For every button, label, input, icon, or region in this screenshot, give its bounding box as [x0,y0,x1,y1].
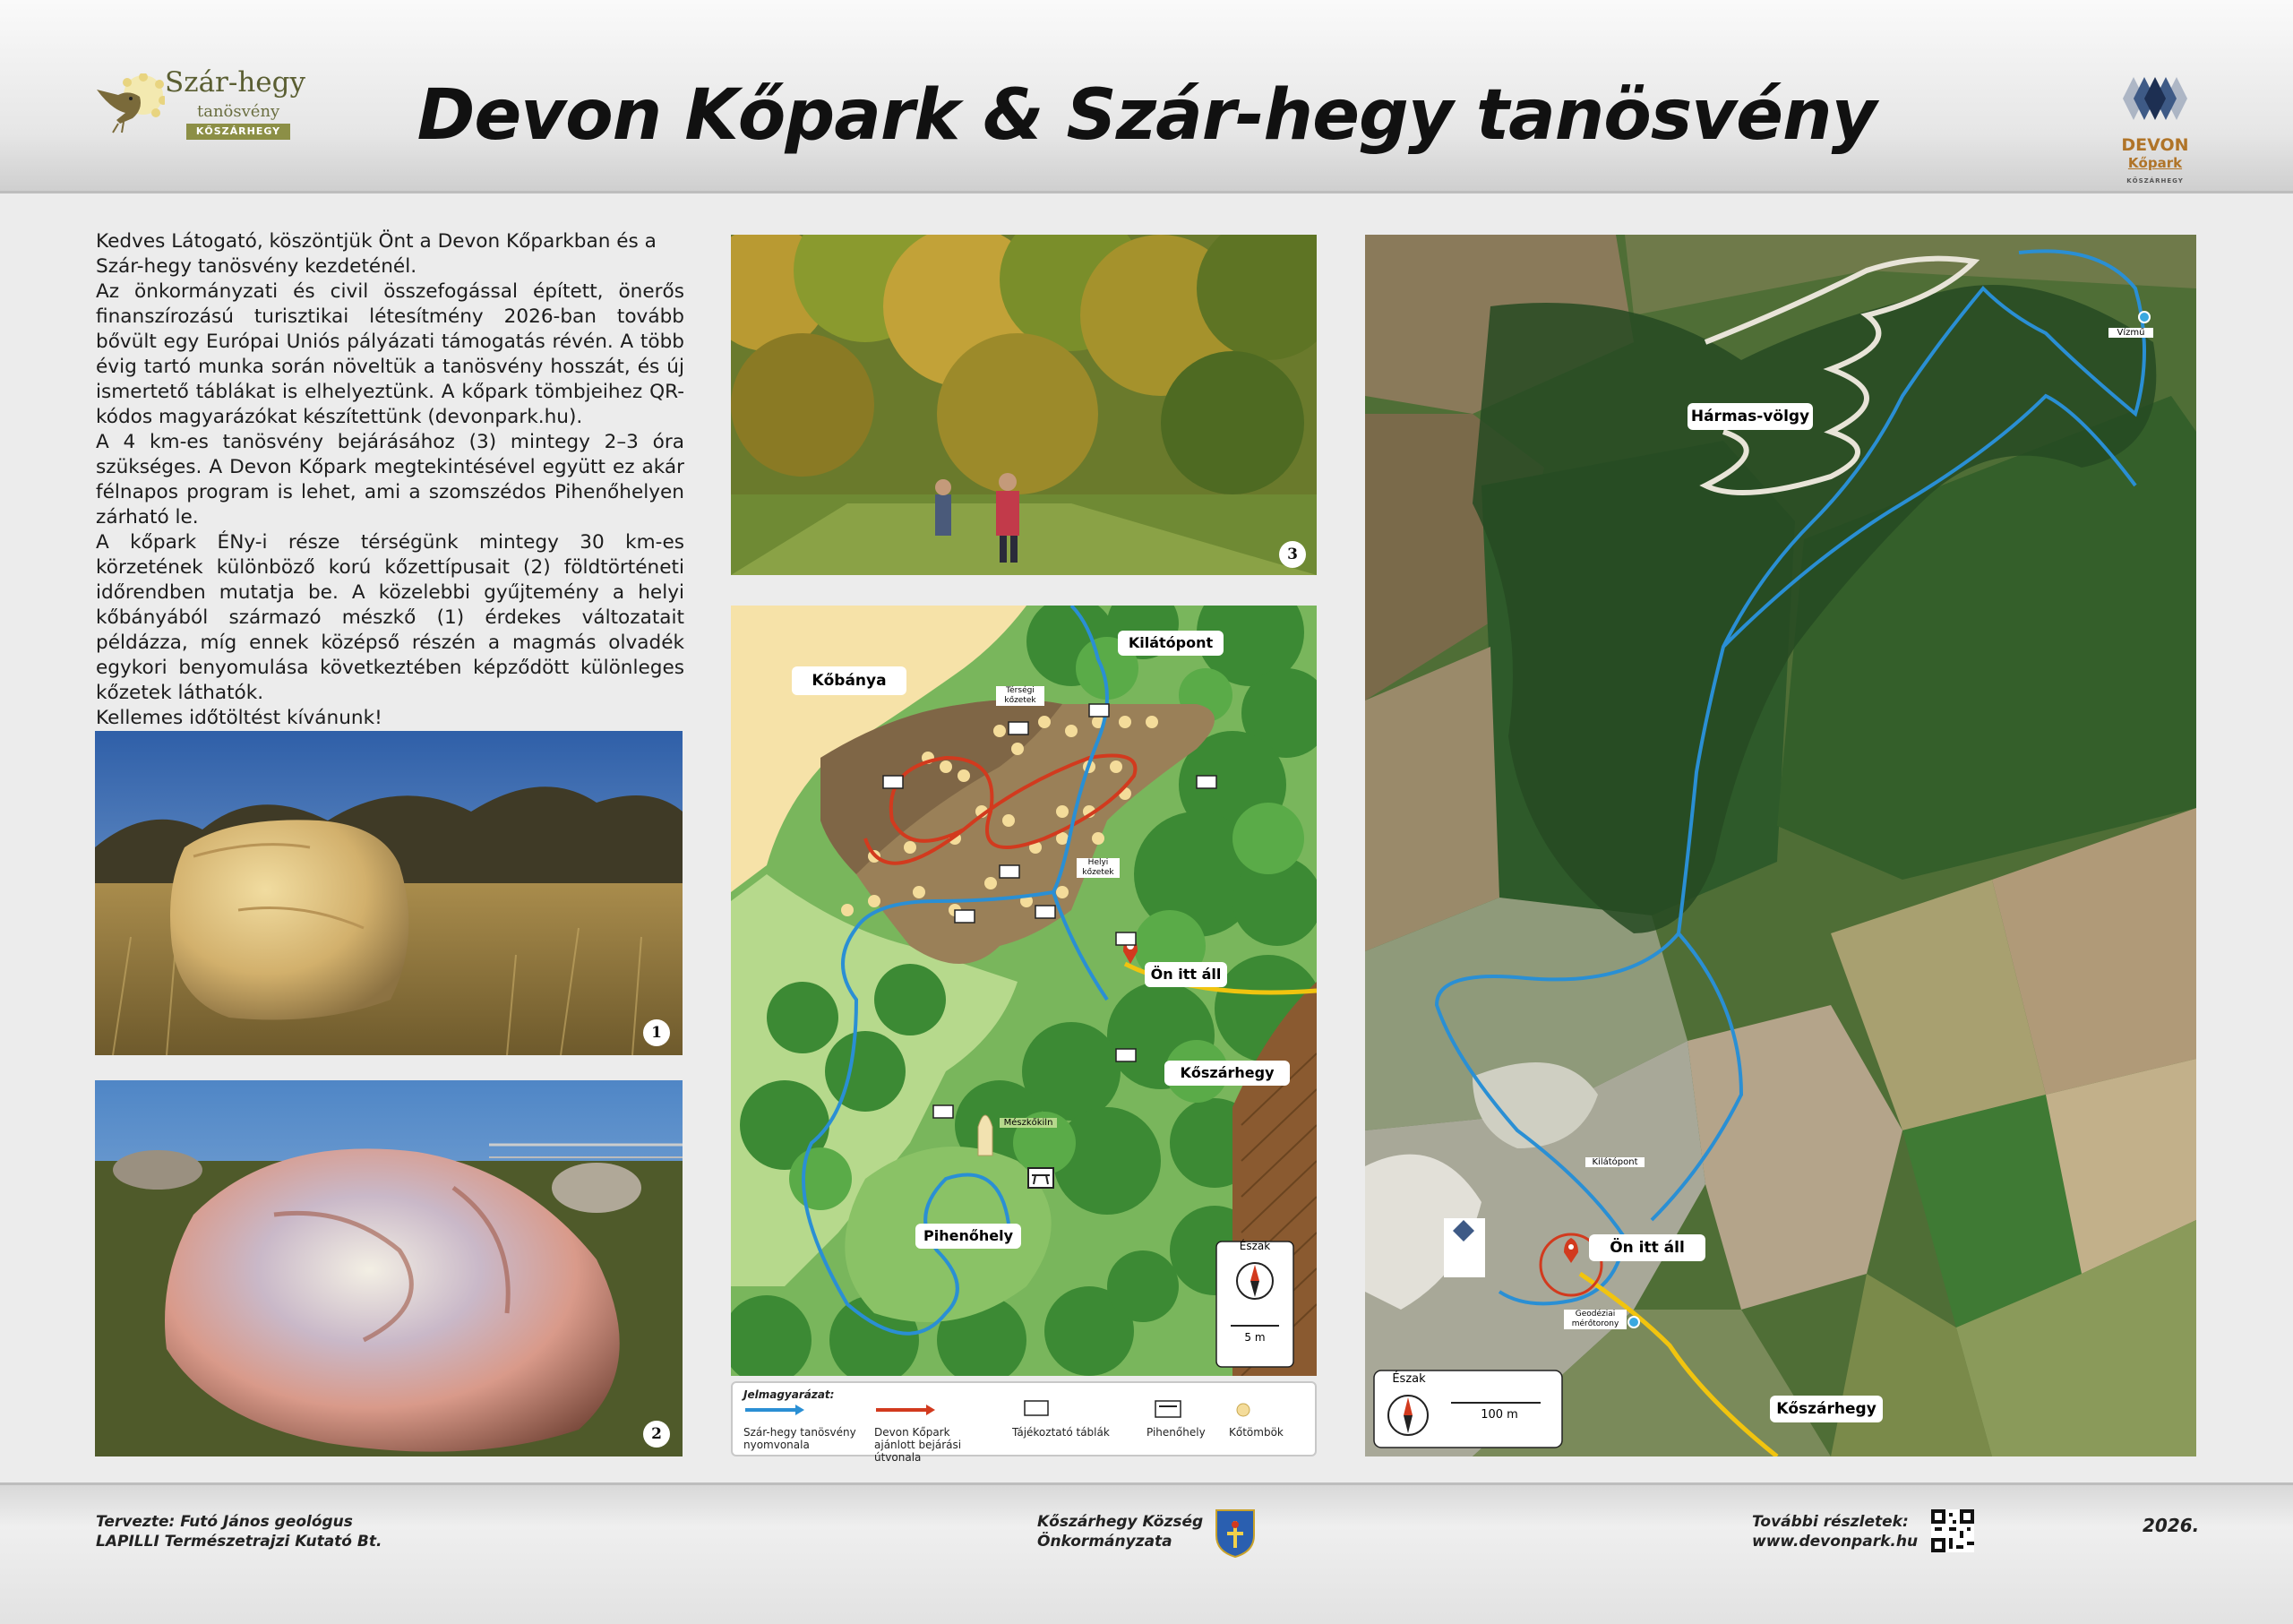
legend-picnic-label: Pihenőhely [1146,1426,1206,1439]
intro-text [96,229,684,731]
intro-paragraph-3: A 4 km-es tanösvény bejárásához (3) mintegy 2–3 óra szükséges. A Devon Kőpark megtekintésével együtt ez akár félnapos program is lehet, ami a szomszédos Pihenőhelyen zárható le. [96,431,684,528]
label-lookout: Kilátópont [1118,631,1224,656]
limestone-boulder-image [95,731,683,1055]
label-local-rocks: Helyi kőzetek [1077,858,1120,878]
label-rest-area: Pihenőhely [915,1224,1021,1249]
label-geodetic: Geodéziai mérőtorony [1564,1310,1627,1329]
legend-trail-label: Szár-hegy tanösvény nyomvonala [743,1426,856,1451]
photo-number-2: 2 [643,1421,670,1448]
diamond-logo-icon [2112,64,2198,133]
photo-forest-trail [731,235,1317,575]
logo-left-band: KŐSZÁRHEGY [186,124,290,140]
label-aerial-you-are-here: Ön itt áll [1589,1234,1705,1261]
header-band [0,0,2293,193]
intro-paragraph-2: Az önkormányzati és civil összefogással épített, önerős finanszírozású turisztikai létesítmény 2026-ban tovább bővült egy Európai Uniós pályázati támogatás révén. A több évig tartó munka során növeltük a tanösvény hosszát, és új ismertető táblákat is elhelyeztünk. A kőpark tömbjeihez QR-kódos magyarázókat készítettünk (devonpark.hu). [96,280,684,428]
label-aerial-village: Kőszárhegy [1770,1396,1883,1422]
label-kiln: Mészkőkiln [1000,1118,1057,1128]
legend-info-sign-icon [1025,1401,1048,1415]
photo-limestone-boulder [95,731,683,1055]
photo-colored-boulder [95,1080,683,1456]
intro-paragraph-5: Kellemes időtöltést kívánunk! [96,707,382,729]
park-map [731,606,1317,1376]
year-label: 2026. [2143,1515,2200,1536]
photo-number-1: 1 [643,1019,670,1046]
park-map-drawing [731,606,1317,1376]
label-quarry: Kőbánya [792,666,906,695]
logo-left-title: Szár-hegy [165,66,306,99]
logo-right-line3: KŐSZÁRHEGY [2126,177,2184,185]
colored-boulder-image [95,1080,683,1456]
forest-trail-image [731,235,1317,575]
designer-credit [96,1512,382,1551]
more-info [1752,1512,1918,1551]
label-you-are-here: Ön itt áll [1145,962,1227,987]
municipality-line-2: Önkormányzata [1037,1533,1172,1551]
logo-right-line1: DEVON [2121,135,2189,155]
legend-picnic-icon [1155,1401,1181,1417]
label-aerial-scale: 100 m [1481,1408,1518,1422]
label-village: Kőszárhegy [1164,1061,1290,1086]
map-legend [731,1381,1317,1464]
footer-band [0,1482,2293,1624]
logo-left-subtitle: tanösvény [197,102,280,121]
label-aerial-north: Észak [1392,1372,1426,1386]
label-regional-rocks: Térségi kőzetek [996,686,1044,706]
designer-line-2: LAPILLI Természetrajzi Kutató Bt. [96,1533,382,1551]
photo-number-3: 3 [1279,541,1306,568]
logo-right-text [2112,136,2198,190]
designer-line-1: Tervezte: Futó János geológus [96,1513,353,1531]
logo-right-line2: Kőpark [2127,155,2183,171]
municipality-line-1: Kőszárhegy Község [1037,1513,1204,1531]
intro-paragraph-4: A kőpark ÉNy-i része térségünk mintegy 30 km-es körzetének különböző korú kőzettípusait (2) földtörténeti időrendben mutatja be. A közelebbi gyűjtemény a helyi kőbányából származó mészkő (1) érdekes változatait példázza, míg ennek középső részén a magmás olvadék egykori benyomulása következtében képződött különleges kőzetek láthatók. [96,531,684,704]
more-info-line-1: További részletek: [1752,1513,1909,1531]
page-title: Devon Kőpark & Szár-hegy tanösvény [417,75,1876,156]
devon-kopark-logo [2112,64,2198,186]
qr-code-icon[interactable] [1931,1509,1974,1552]
label-waterworks: Vízmű [2108,328,2153,338]
legend-route-label: Devon Kőpark ajánlott bejárási útvonala [874,1426,962,1464]
legend-symbols [733,1397,1318,1424]
label-north: Észak [1239,1240,1271,1252]
legend-stone-block-icon [1237,1404,1250,1416]
legend-title: Jelmagyarázat: [743,1388,835,1401]
legend-stone-block-label: Kőtömbök [1229,1426,1284,1439]
label-scale: 5 m [1244,1331,1266,1344]
legend-info-sign-label: Tájékoztató táblák [1012,1426,1110,1439]
coat-of-arms-icon [1215,1508,1256,1559]
intro-paragraph-1: Kedves Látogató, köszöntjük Önt a Devon Kőparkban és a Szár-hegy tanösvény kezdeténél. [96,230,657,278]
label-valley: Hármas-völgy [1688,403,1813,430]
label-aerial-lookout: Kilátópont [1585,1157,1645,1167]
website-link[interactable]: www.devonpark.hu [1752,1533,1919,1551]
aerial-map [1365,235,2196,1456]
municipality-credit [1037,1512,1203,1551]
